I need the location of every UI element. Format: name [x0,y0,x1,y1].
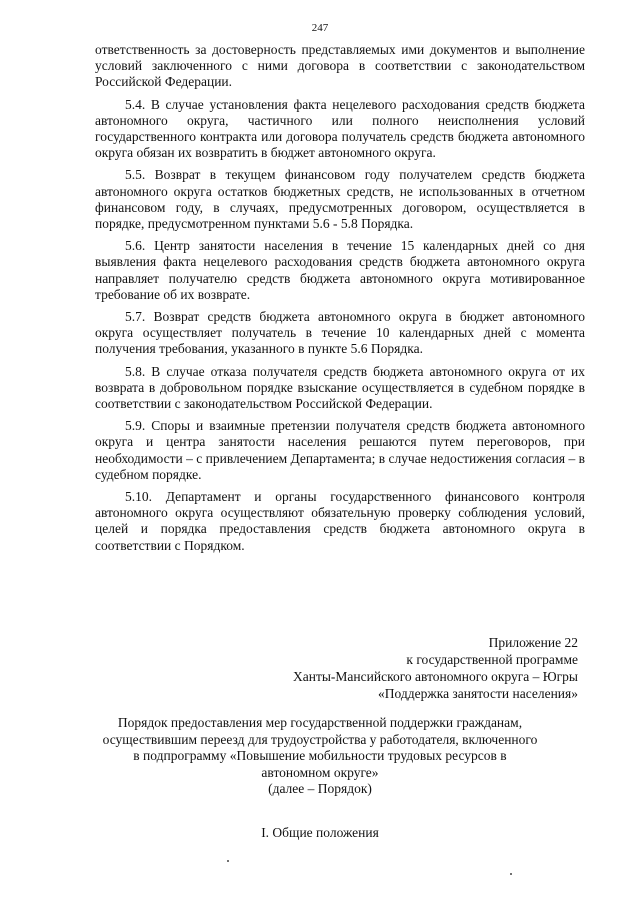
title-line-4: автономном округе» [261,764,379,780]
paragraph-5-6: 5.6. Центр занятости населения в течение 15 календарных дней со дня выявления факта нецелевого расходования средств бюджета автономного округа направляет получателю средств бюджета автономного округа мотивированное требование об их возврате. [95,238,585,302]
paragraph-5-5: 5.5. Возврат в текущем финансовом году получателем средств бюджета автономного округа остатков бюджетных средств, не использованных в отчетном финансовом году, в случаях, предусмотренных договором, осуществляется в порядке, предусмотренном пунктами 5.6 - 5.8 Порядка. [95,167,585,232]
scan-speck [227,860,229,862]
appendix-number: Приложение 22 [488,635,578,650]
document-title [90,715,550,798]
section-heading: I. Общие положения [261,825,379,840]
paragraph-5-4: 5.4. В случае установления факта нецелевого расходования средств бюджета автономного округа, частичного или полного неисполнения условий государственного контракта или договора получатель средств бюджета автономного округа обязан их возвратить в бюджет автономного округа. [95,96,585,161]
paragraph-5-7: 5.7. Возврат средств бюджета автономного округа в бюджет автономного округа осуществляет получатель в течение 10 календарных дней с момента получения требования, указанного в пункте 5.6 Порядка. [95,309,585,357]
title-line-3: в подпрограмму «Повышение мобильности трудовых ресурсов в [133,748,507,763]
appendix-region: Ханты-Мансийского автономного округа – Югры [293,669,578,684]
page-number: 247 [311,22,329,34]
appendix-program: к государственной программе [406,652,578,667]
body-text [95,42,585,560]
title-line-1: Порядок предоставления мер государственной поддержки гражданам, [117,715,523,730]
title-line-2: осуществившим переезд для трудоустройства у работодателя, включенного [102,731,538,747]
title-line-5: (далее – Порядок) [268,781,372,796]
scan-speck [510,873,512,875]
appendix-program-name: «Поддержка занятости населения» [378,686,578,701]
paragraph-continuation: ответственность за достоверность представляемых ими документов и выполнение условий заключенного с ними договора в соответствии с законодательством Российской Федерации. [95,42,585,90]
paragraph-5-8: 5.8. В случае отказа получателя средств бюджета автономного округа от их возврата в добровольном порядке взыскание осуществляется в судебном порядке в соответствии с законодательством Российской Федерации. [95,363,585,412]
appendix-header [293,634,578,702]
paragraph-5-10: 5.10. Департамент и органы государственного финансового контроля автономного округа осуществляют обязательную проверку соблюдения условий, целей и порядка предоставления средств бюджета автономного округа в соответствии с Порядком. [95,489,585,553]
paragraph-5-9: 5.9. Споры и взаимные претензии получателя средств бюджета автономного округа и центра занятости населения решаются путем переговоров, при необходимости – с привлечением Департамента; в случае недостижения согласия – в судебном порядке. [95,418,585,482]
